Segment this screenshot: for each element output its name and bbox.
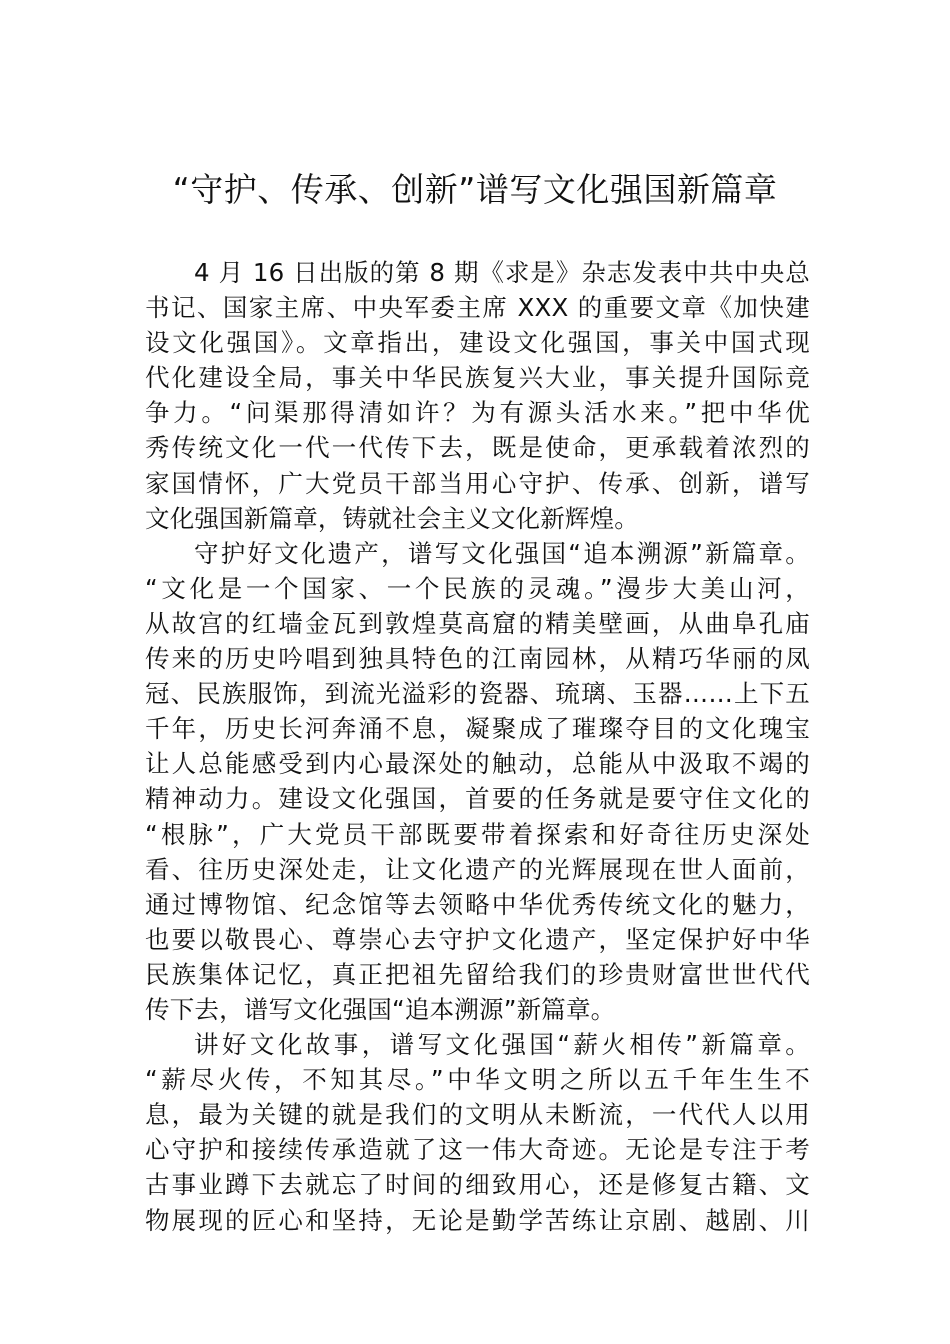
text-line: 传下去，谱写文化强国“追本溯源”新篇章。 [145, 994, 616, 1024]
text-line: “根脉”，广大党员干部既要带着探索和好奇往历史深处 [145, 819, 810, 849]
text-line: 让人总能感受到内心最深处的触动，总能从中汲取不竭的 [145, 749, 810, 779]
text-line: 4 月 16 日出版的第 8 期《求是》杂志发表中共中央总 [194, 258, 810, 287]
text-line: 千年，历史长河奔涌不息，凝聚成了璀璨夺目的文化瑰宝 [145, 714, 810, 744]
text-line: 书记、国家主席、中央军委主席 XXX 的重要文章《加快建 [145, 293, 810, 323]
text-line: 心守护和接续传承造就了这一伟大奇迹。无论是专注于考 [145, 1135, 810, 1165]
document-body [145, 255, 810, 1238]
text-line: “文化是一个国家、一个民族的灵魂。”漫步大美山河， [145, 573, 810, 603]
text-line: 看、往历史深处走，让文化遗产的光辉展现在世人面前， [145, 854, 810, 884]
text-line: 代化建设全局，事关中华民族复兴大业，事关提升国际竞 [145, 363, 810, 393]
text-line: 精神动力。建设文化强国，首要的任务就是要守住文化的 [145, 784, 810, 814]
text-line: 守护好文化遗产，谱写文化强国“追本溯源”新篇章。 [194, 538, 810, 568]
text-line: 讲好文化故事，谱写文化强国“薪火相传”新篇章。 [194, 1030, 810, 1060]
text-line: 通过博物馆、纪念馆等去领略中华优秀传统文化的魅力， [145, 889, 810, 919]
text-line: 秀传统文化一代一代传下去，既是使命，更承载着浓烈的 [145, 433, 810, 463]
text-line: 家国情怀，广大党员干部当用心守护、传承、创新，谱写 [145, 468, 810, 498]
text-line: 从故宫的红墙金瓦到敦煌莫高窟的精美壁画，从曲阜孔庙 [145, 608, 810, 638]
paragraph-3 [145, 1027, 810, 1238]
text-line: “薪尽火传，不知其尽。”中华文明之所以五千年生生不 [145, 1065, 810, 1095]
text-line: 也要以敬畏心、尊崇心去守护文化遗产，坚定保护好中华 [145, 924, 810, 954]
paragraph-1 [145, 255, 810, 536]
paragraph-2 [145, 536, 810, 1027]
text-line: 设文化强国》。文章指出，建设文化强国，事关中国式现 [145, 328, 810, 358]
document-title: “守护、传承、创新”谱写文化强国新篇章 [172, 170, 778, 209]
text-line: 民族集体记忆，真正把祖先留给我们的珍贵财富世世代代 [145, 959, 810, 989]
text-line: 传来的历史吟唱到独具特色的江南园林，从精巧华丽的凤 [145, 644, 810, 674]
text-line: 冠、民族服饰，到流光溢彩的瓷器、琉璃、玉器……上下五 [145, 679, 810, 709]
text-line: 物展现的匠心和坚持，无论是勤学苦练让京剧、越剧、川 [145, 1205, 810, 1235]
text-line: 古事业蹲下去就忘了时间的细致用心，还是修复古籍、文 [145, 1170, 810, 1200]
text-line: 争力。“问渠那得清如许？为有源头活水来。”把中华优 [145, 398, 810, 428]
text-line: 息，最为关键的就是我们的文明从未断流，一代代人以用 [145, 1100, 810, 1130]
text-line: 文化强国新篇章，铸就社会主义文化新辉煌。 [145, 503, 639, 533]
